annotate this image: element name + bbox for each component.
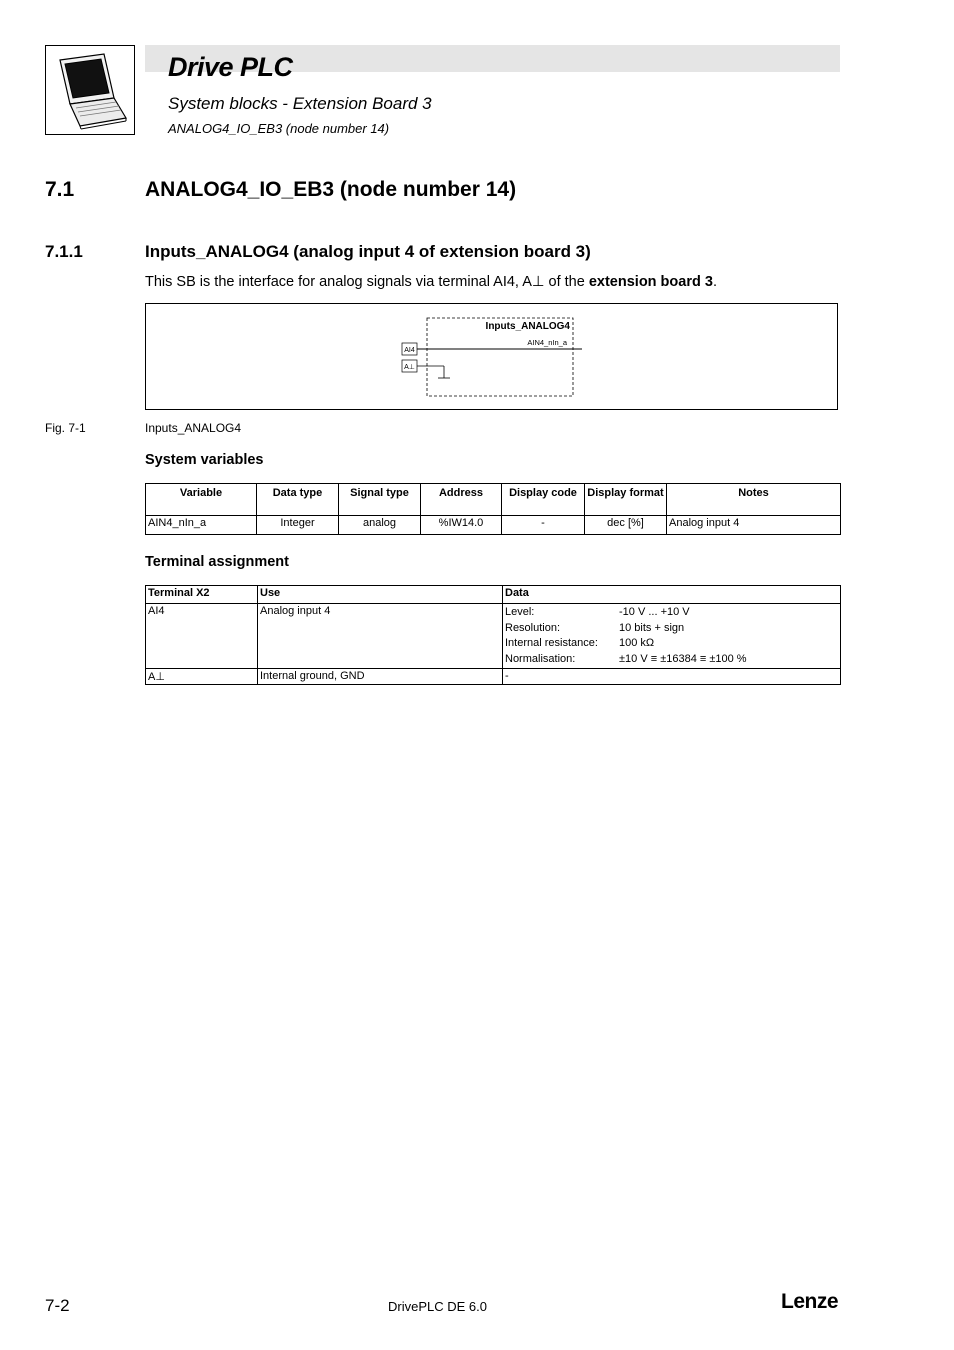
table-row xyxy=(146,516,841,535)
col-header: Data xyxy=(503,586,841,604)
col-header: Notes xyxy=(667,484,841,516)
data-entry: Resolution: 10 bits + sign xyxy=(505,621,685,634)
table-cell: AI4 xyxy=(146,604,258,669)
laptop-logo xyxy=(45,45,135,135)
chapter-title: System blocks - Extension Board 3 xyxy=(168,94,432,113)
col-header: Use xyxy=(258,586,503,604)
block-title: Inputs_ANALOG4 xyxy=(485,321,570,332)
table-cell xyxy=(503,604,841,669)
table-cell: AIN4_nIn_a xyxy=(146,516,257,535)
section-running-title: ANALOG4_IO_EB3 (node number 14) xyxy=(168,121,390,136)
brand-logo: Lenze xyxy=(781,1290,839,1313)
terminal-gnd-label: A⊥ xyxy=(404,364,415,371)
terminal-assignment-heading: Terminal assignment xyxy=(145,554,289,570)
table-cell: %IW14.0 xyxy=(421,516,502,535)
document-title: Drive PLC xyxy=(168,52,293,82)
function-block-diagram xyxy=(146,304,837,409)
table-cell: Internal ground, GND xyxy=(258,669,503,685)
laptop-icon xyxy=(46,46,134,134)
section-number: 7.1 xyxy=(45,178,75,201)
output-signal-label: AIN4_nIn_a xyxy=(527,338,567,347)
col-header: Address xyxy=(421,484,502,516)
data-entry: Level: -10 V ... +10 V xyxy=(505,606,690,618)
table-cell: Integer xyxy=(257,516,339,535)
table-cell: Analog input 4 xyxy=(258,604,503,669)
figure-caption: Inputs_ANALOG4 xyxy=(145,421,242,435)
table-cell: A⊥ xyxy=(146,669,258,685)
col-header: Terminal X2 xyxy=(146,586,258,604)
table-row xyxy=(146,604,841,669)
table-cell: - xyxy=(503,669,841,685)
col-header: Data type xyxy=(257,484,339,516)
intro-bold: extension board 3 xyxy=(588,274,713,290)
intro-paragraph: This SB is the interface for analog signals via terminal AI4, A⊥ of the extension board 3. xyxy=(145,274,717,290)
terminal-ai4-label: AI4 xyxy=(404,347,415,354)
table-header-row xyxy=(146,484,841,516)
table-cell: Analog input 4 xyxy=(667,516,841,535)
data-entry: Internal resistance: 100 kΩ xyxy=(505,637,655,649)
system-variables-heading: System variables xyxy=(145,452,264,468)
system-variables-table xyxy=(145,483,841,535)
table-header-row xyxy=(146,586,841,604)
subsection-number: 7.1.1 xyxy=(45,242,83,261)
terminal-assignment-table xyxy=(145,585,841,685)
col-header: Display code xyxy=(502,484,585,516)
figure-caption-number: Fig. 7-1 xyxy=(45,421,86,435)
col-header: Signal type xyxy=(339,484,421,516)
data-entry: Normalisation: ±10 V ≡ ±16384 ≡ ±100 % xyxy=(505,652,747,665)
table-row xyxy=(146,669,841,685)
subsection-title: Inputs_ANALOG4 (analog input 4 of extension board 3) xyxy=(145,242,591,261)
page-number: 7-2 xyxy=(45,1296,70,1315)
table-cell: - xyxy=(502,516,585,535)
section-title: ANALOG4_IO_EB3 (node number 14) xyxy=(145,178,517,201)
col-header: Variable xyxy=(146,484,257,516)
table-cell: analog xyxy=(339,516,421,535)
table-cell: dec [%] xyxy=(585,516,667,535)
document-id: DrivePLC DE 6.0 xyxy=(388,1299,487,1314)
figure-frame xyxy=(145,303,838,410)
col-header: Display format xyxy=(585,484,667,516)
